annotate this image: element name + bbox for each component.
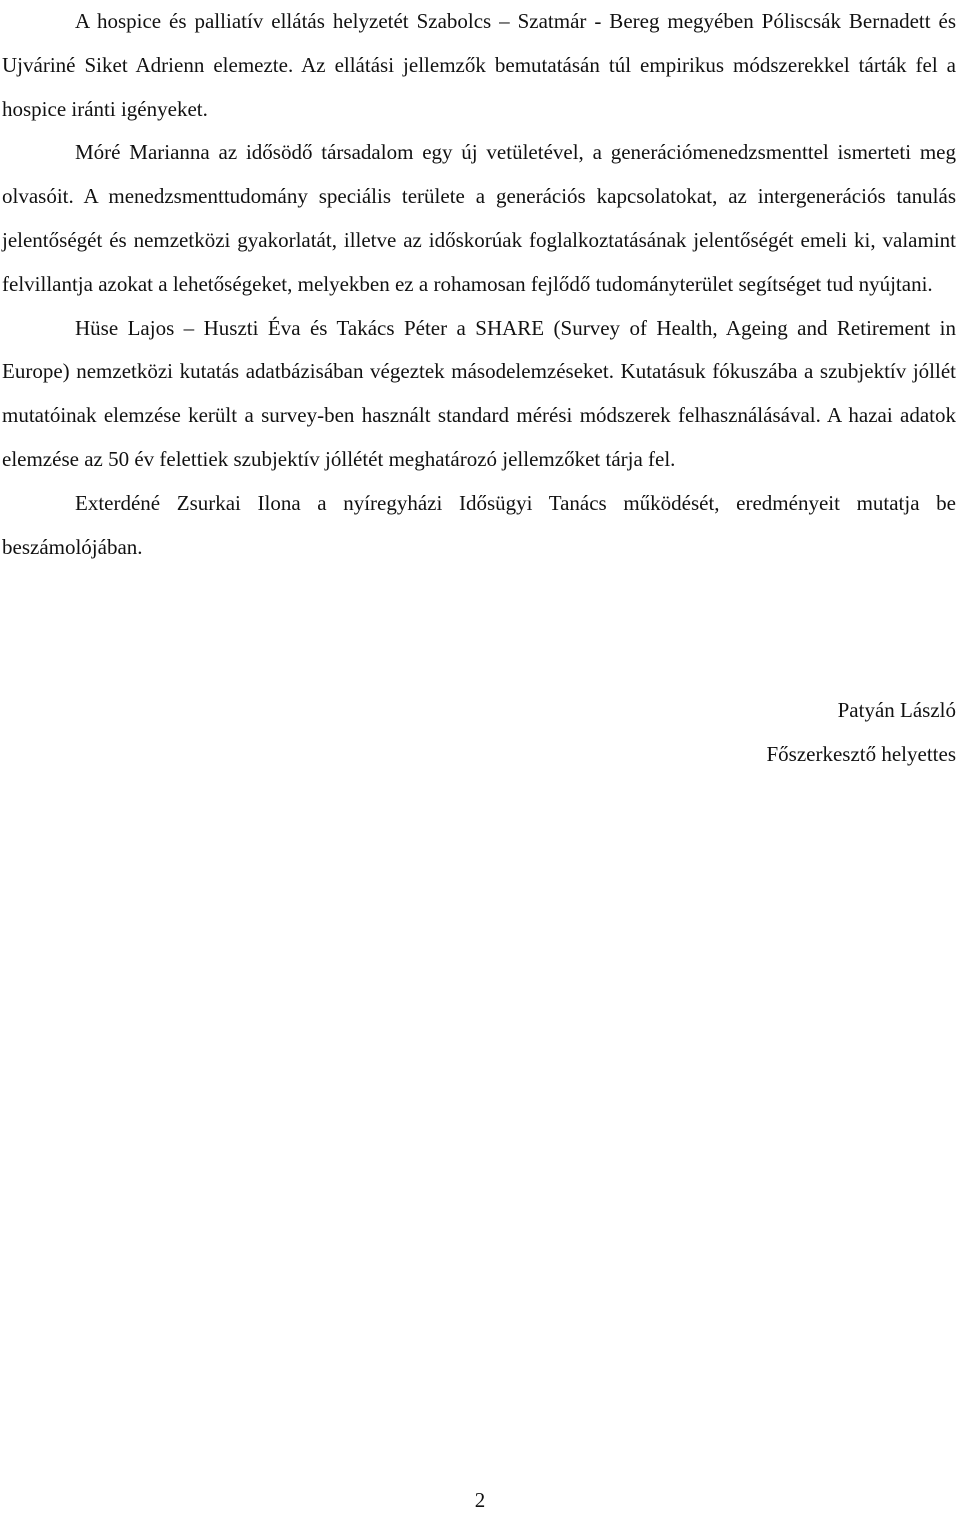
paragraph-hospice: A hospice és palliatív ellátás helyzetét Szabolcs – Szatmár - Bereg megyében Póliscsák Bernadett és Ujváriné Siket Adrienn elemezte. Az ellátási jellemzők bemutatásán túl empirikus módszerekkel tárták fel a hospice iránti igényeket.: [2, 9, 956, 121]
signature-block: [766, 688, 956, 776]
paragraph-share-survey: Hüse Lajos – Huszti Éva és Takács Péter a SHARE (Survey of Health, Ageing and Retirement in Europe) nemzetközi kutatás adatbázisában végeztek másodelemzéseket. Kutatásuk fókuszába a szubjektív jóllét mutatóinak elemzése került a survey-ben használt standard mérési módszerek felhasználásával. A hazai adatok elemzése az 50 év felettiek szubjektív jóllétét meghatározó jellemzőket tárja fel.: [2, 315, 956, 471]
page-number: 2: [474, 1488, 486, 1512]
paragraph-elderly-council: Exterdéné Zsurkai Ilona a nyíregyházi Idősügyi Tanács működését, eredményeit mutatja be beszámolójában.: [2, 490, 956, 559]
signature-role: Főszerkesztő helyettes: [766, 742, 956, 766]
signature-name: Patyán László: [837, 698, 956, 722]
document-body: [2, 0, 956, 569]
paragraph-generation-management: Móré Marianna az idősödő társadalom egy új vetületével, a generációmenedzsmenttel ismerteti meg olvasóit. A menedzsmenttudomány speciális területe a generációs kapcsolatokat, az intergenerációs tanulás jelentőségét és nemzetközi gyakorlatát, illetve az időskorúak foglalkoztatásának jelentőségét emeli ki, valamint felvillantja azokat a lehetőségeket, melyekben ez a rohamosan fejlődő tudományterület segítséget tud nyújtani.: [2, 140, 956, 296]
